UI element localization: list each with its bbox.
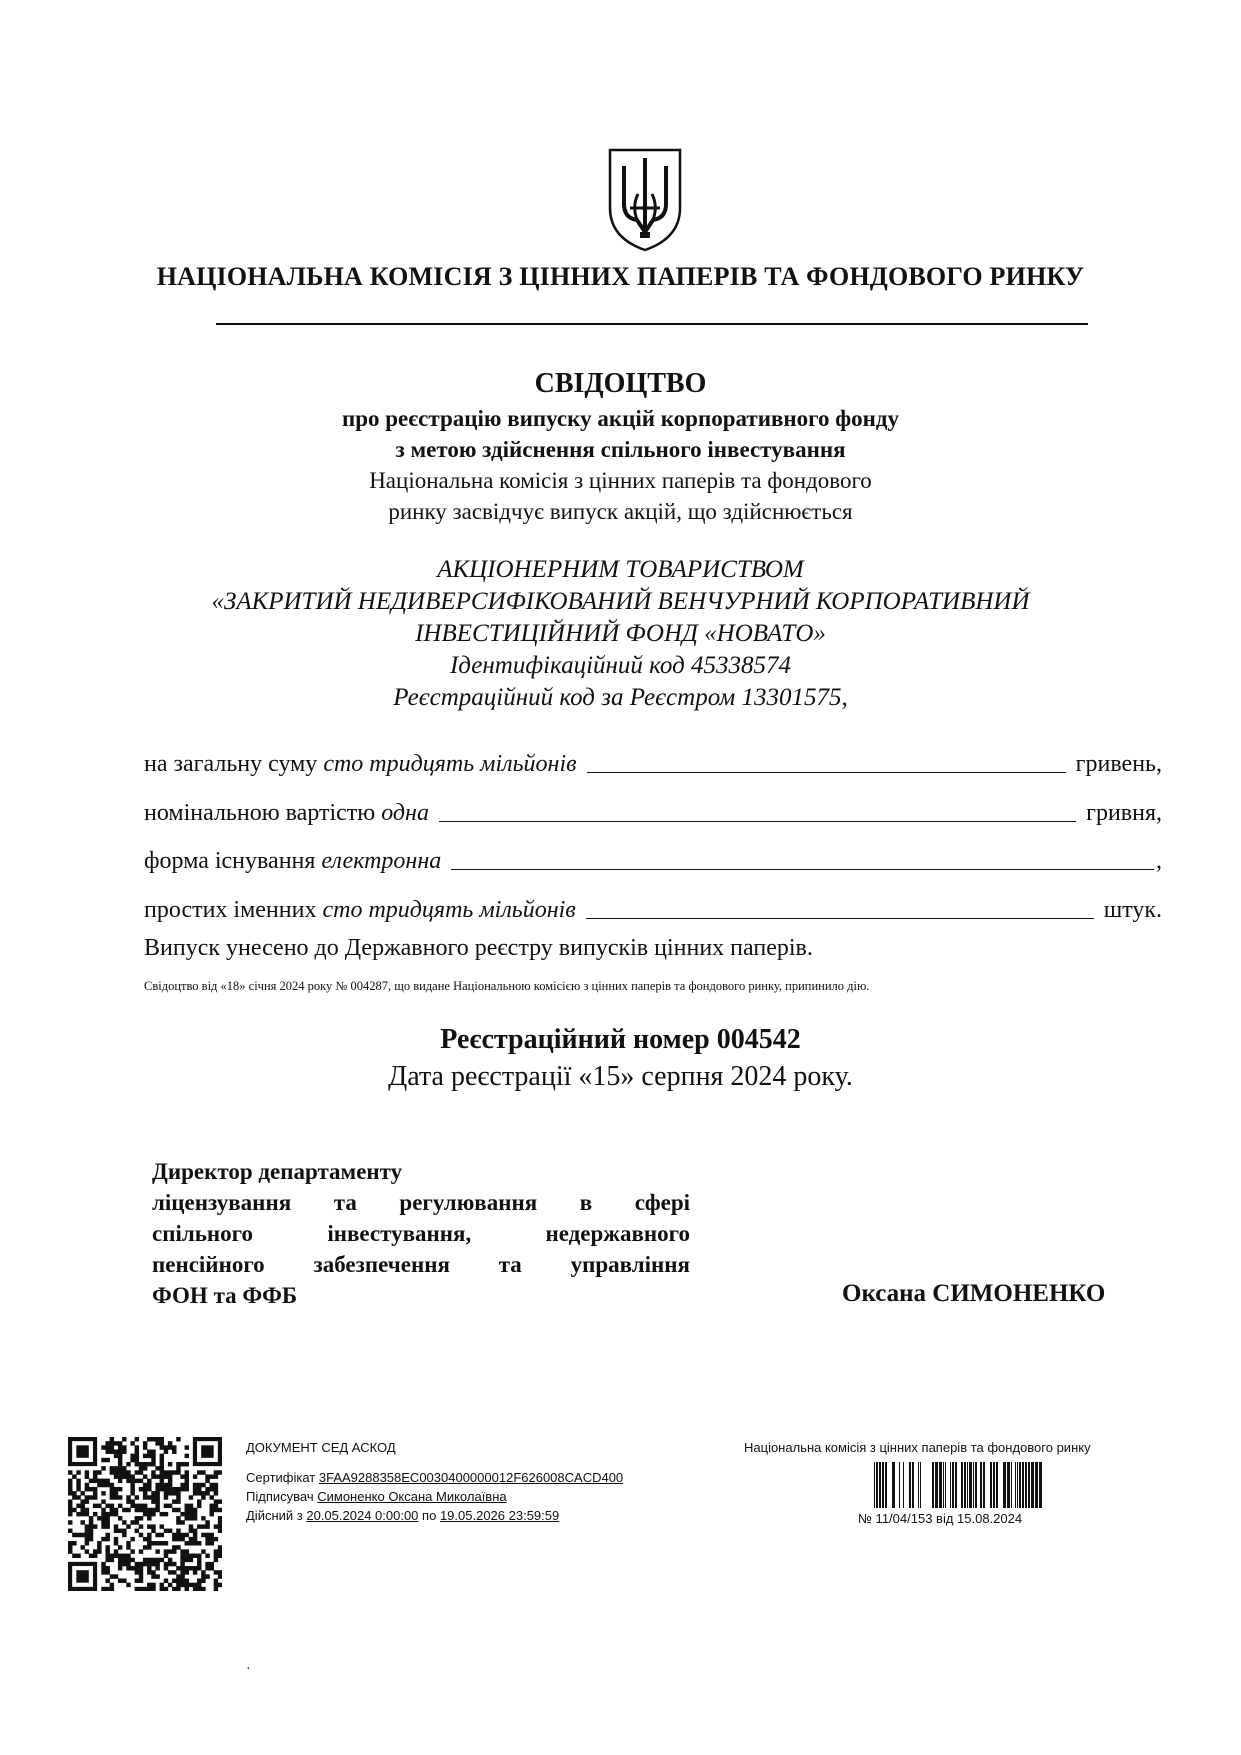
director-line-1: Директор департаменту	[152, 1159, 403, 1184]
stray-dot: ·	[246, 1662, 251, 1677]
edoc-validity-line	[246, 1508, 559, 1523]
field-label: форма існування	[144, 848, 316, 874]
director-line-2: ліцензування та регулювання в сфері	[152, 1190, 690, 1215]
field-value: електронна	[321, 848, 442, 874]
field-value: сто тридцять мільйонів	[323, 751, 577, 777]
director-line-3: спільного інвестування, недержавного	[152, 1221, 690, 1246]
certificate-subtitle-2: з метою здійснення спільного інвестування	[395, 437, 846, 462]
field-suffix: ,	[1156, 848, 1162, 874]
field-form	[144, 841, 1162, 875]
edoc-valid-to-label: по	[422, 1508, 437, 1523]
field-suffix: гривня,	[1086, 800, 1162, 826]
field-share-count	[144, 890, 1162, 924]
director-line-5: ФОН та ФФБ	[152, 1283, 298, 1308]
qr-code	[68, 1437, 222, 1591]
field-nominal-value	[144, 793, 1162, 827]
edoc-valid-from: 20.05.2024 0:00:00	[306, 1508, 419, 1523]
field-total-amount	[144, 744, 1162, 778]
director-title	[152, 1156, 690, 1311]
edoc-signer-label: Підписувач	[246, 1489, 314, 1504]
organization-title: НАЦІОНАЛЬНА КОМІСІЯ З ЦІННИХ ПАПЕРІВ ТА ФОНДОВОГО РИНКУ	[156, 262, 1085, 291]
field-label: номінальною вартістю	[144, 800, 376, 826]
certificate-statement-2: ринку засвідчує випуск акцій, що здійснюється	[388, 499, 853, 524]
registry-entry-text: Випуск унесено до Державного реєстру випусків цінних паперів.	[144, 935, 813, 961]
certificate-title: СВІДОЦТВО	[534, 368, 707, 399]
barcode	[872, 1462, 1044, 1508]
registration-number: Реєстраційний номер 004542	[440, 1024, 801, 1055]
field-underline	[451, 868, 1154, 870]
registration-date: Дата реєстрації «15» серпня 2024 року.	[388, 1061, 853, 1092]
director-line-4: пенсійного забезпечення та управління	[152, 1252, 690, 1277]
edoc-signer-line	[246, 1489, 507, 1504]
stamp-organization: Національна комісія з цінних паперів та фондового ринку	[744, 1440, 1091, 1455]
edoc-signer-value: Симоненко Оксана Миколаївна	[317, 1489, 507, 1504]
edoc-valid-from-label: Дійсний з	[246, 1508, 303, 1523]
header-divider	[216, 323, 1088, 325]
field-underline	[587, 771, 1066, 773]
signer-name: Оксана СИМОНЕНКО	[842, 1280, 1106, 1307]
certificate-statement-1: Національна комісія з цінних паперів та фондового	[369, 468, 872, 493]
stamp-number: № 11/04/153 від 15.08.2024	[858, 1511, 1023, 1526]
issuer-registry-code: Реєстраційний код за Реєстром 13301575,	[393, 684, 848, 711]
field-value: сто тридцять мільйонів	[322, 897, 576, 923]
issuer-line-1: АКЦІОНЕРНИМ ТОВАРИСТВОМ	[437, 556, 804, 583]
field-label: простих іменних	[144, 897, 317, 923]
field-suffix: штук.	[1103, 897, 1162, 923]
field-underline	[586, 917, 1094, 919]
field-label: на загальну суму	[144, 751, 318, 777]
certificate-subtitle-1: про реєстрацію випуску акцій корпоративного фонду	[341, 406, 900, 431]
edoc-cert-label: Сертифікат	[246, 1470, 316, 1485]
field-underline	[439, 820, 1076, 822]
issuer-line-3: ІНВЕСТИЦІЙНИЙ ФОНД «НОВАТО»	[415, 620, 826, 647]
previous-certificate-note: Свідоцтво від «18» січня 2024 року № 004287, що видане Національною комісією з цінних паперів та фондового ринку, припинило дію.	[144, 979, 870, 993]
edoc-certificate-line	[246, 1470, 623, 1485]
edoc-cert-value: 3FAA9288358EC0030400000012F626008CACD400	[318, 1470, 624, 1485]
field-value: одна	[381, 800, 429, 826]
edoc-valid-to: 19.05.2026 23:59:59	[439, 1508, 560, 1523]
edoc-heading: ДОКУМЕНТ СЕД АСКОД	[246, 1440, 396, 1455]
issuer-id-code: Ідентифікаційний код 45338574	[449, 652, 791, 679]
field-suffix: гривень,	[1075, 751, 1162, 777]
issuer-line-2: «ЗАКРИТИЙ НЕДИВЕРСИФІКОВАНИЙ ВЕНЧУРНИЙ КОРПОРАТИВНИЙ	[211, 588, 1030, 615]
coat-of-arms-icon	[604, 146, 686, 254]
